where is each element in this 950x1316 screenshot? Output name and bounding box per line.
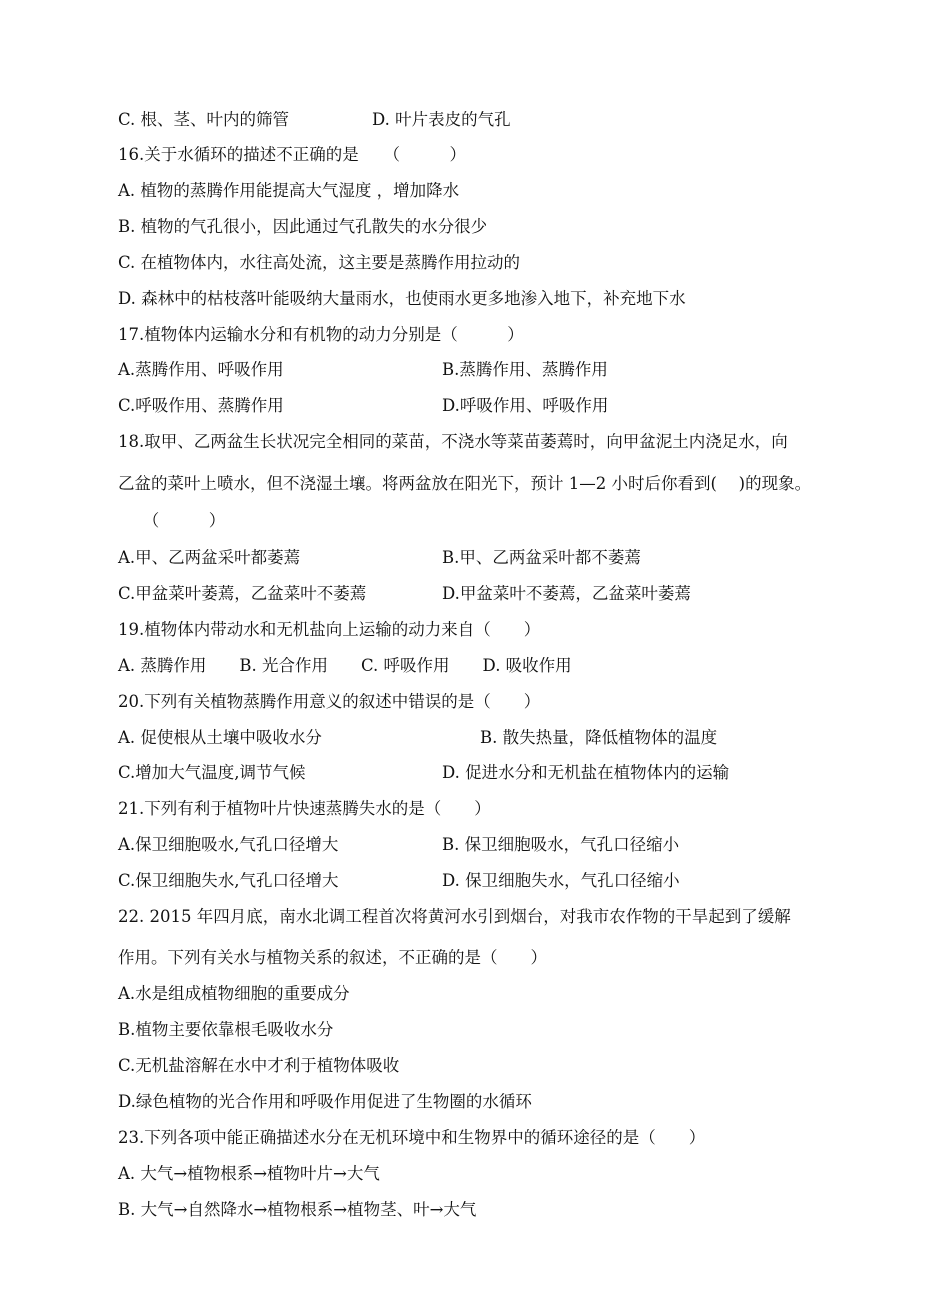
text-line-second-column: D. 促进水分和无机盐在植物体内的运输 bbox=[442, 763, 730, 782]
text-line-second-column: D.呼吸作用、呼吸作用 bbox=[442, 396, 609, 415]
text-line-main: C.甲盆菜叶萎蔫，乙盆菜叶不萎蔫 bbox=[118, 584, 367, 603]
text-line-main: A. 促使根从土壤中吸收水分 bbox=[118, 728, 322, 747]
text-line bbox=[118, 252, 520, 274]
text-line bbox=[118, 324, 524, 346]
text-line-main: C.增加大气温度,调节气候 bbox=[118, 763, 306, 782]
text-line-second-column: B. 散失热量，降低植物体的温度 bbox=[480, 728, 718, 747]
text-line-main: D. 森林中的枯枝落叶能吸纳大量雨水，也使雨水更多地渗入地下，补充地下水 bbox=[118, 289, 686, 308]
text-line-main: A.水是组成植物细胞的重要成分 bbox=[118, 984, 350, 1003]
text-line bbox=[118, 727, 718, 749]
text-line bbox=[118, 947, 547, 969]
text-line-main: B.植物主要依靠根毛吸收水分 bbox=[118, 1020, 334, 1039]
text-line-main: 乙盆的菜叶上喷水，但不浇湿土壤。将两盆放在阳光下，预计 1—2 小时后你看到( )的现象。 bbox=[118, 474, 812, 493]
text-line bbox=[118, 1091, 532, 1113]
text-line bbox=[118, 691, 540, 713]
text-line-main: 作用。下列有关水与植物关系的叙述，不正确的是（ ） bbox=[118, 948, 547, 967]
text-line bbox=[118, 395, 609, 417]
text-line bbox=[118, 798, 491, 820]
text-line-second-column: D.甲盆菜叶不萎蔫，乙盆菜叶萎蔫 bbox=[442, 584, 691, 603]
text-line-main: C.保卫细胞失水,气孔口径增大 bbox=[118, 871, 339, 890]
text-line bbox=[118, 583, 691, 605]
text-line-second-column: B. 保卫细胞吸水，气孔口径缩小 bbox=[442, 835, 680, 854]
text-line-main: D.绿色植物的光合作用和呼吸作用促进了生物圈的水循环 bbox=[118, 1092, 532, 1111]
text-line-main: A. 大气→植物根系→植物叶片→大气 bbox=[118, 1164, 380, 1183]
text-line-main: B. 大气→自然降水→植物根系→植物茎、叶→大气 bbox=[118, 1200, 477, 1219]
text-line-main: 21.下列有利于植物叶片快速蒸腾失水的是（ ） bbox=[118, 799, 491, 818]
text-line bbox=[118, 834, 680, 856]
text-line bbox=[118, 109, 511, 131]
text-line bbox=[118, 180, 459, 202]
text-line bbox=[118, 619, 540, 641]
text-line-second-column: D. 叶片表皮的气孔 bbox=[372, 110, 511, 129]
text-line-main: A.保卫细胞吸水,气孔口径增大 bbox=[118, 835, 339, 854]
text-line-main: 16.关于水循环的描述不正确的是 （ ） bbox=[118, 145, 466, 164]
text-line-main: 22. 2015 年四月底，南水北调工程首次将黄河水引到烟台，对我市农作物的干旱起到了缓解 bbox=[118, 907, 791, 926]
text-line-second-column: B.蒸腾作用、蒸腾作用 bbox=[442, 360, 608, 379]
text-line-main: A.蒸腾作用、呼吸作用 bbox=[118, 360, 284, 379]
text-line-main: A. 植物的蒸腾作用能提高大气湿度 ，增加降水 bbox=[118, 181, 460, 200]
text-line bbox=[118, 144, 466, 166]
text-line-main: C.无机盐溶解在水中才利于植物体吸收 bbox=[118, 1056, 400, 1075]
text-line-main: 19.植物体内带动水和无机盐向上运输的动力来自（ ） bbox=[118, 620, 541, 639]
text-line bbox=[118, 510, 225, 532]
text-line-main: 18.取甲、乙两盆生长状况完全相同的菜苗，不浇水等菜苗萎蔫时，向甲盆泥土内浇足水，向 bbox=[118, 432, 788, 451]
text-line-main: C. 在植物体内，水往高处流，这主要是蒸腾作用拉动的 bbox=[118, 253, 521, 272]
text-line bbox=[118, 906, 791, 928]
text-line bbox=[118, 1199, 476, 1221]
text-line bbox=[118, 762, 730, 784]
text-line-main: 23.下列各项中能正确描述水分在无机环境中和生物界中的循环途径的是（ ） bbox=[118, 1128, 706, 1147]
text-line-main: C.呼吸作用、蒸腾作用 bbox=[118, 396, 284, 415]
text-line-second-column: D. 保卫细胞失水，气孔口径缩小 bbox=[442, 871, 680, 890]
text-line-second-column: B.甲、乙两盆采叶都不萎蔫 bbox=[442, 548, 641, 567]
text-line bbox=[118, 288, 686, 310]
text-line-main: 20.下列有关植物蒸腾作用意义的叙述中错误的是（ ） bbox=[118, 692, 541, 711]
text-line bbox=[118, 216, 487, 238]
text-line bbox=[118, 1055, 399, 1077]
text-line bbox=[118, 1163, 380, 1185]
text-line bbox=[118, 547, 641, 569]
text-line bbox=[118, 1127, 705, 1149]
text-line-main: （ ） bbox=[118, 511, 226, 530]
text-line bbox=[118, 983, 350, 1005]
text-line-main: A.甲、乙两盆采叶都萎蔫 bbox=[118, 548, 301, 567]
text-line-main: A. 蒸腾作用 B. 光合作用 C. 呼吸作用 D. 吸收作用 bbox=[118, 656, 572, 675]
text-line-main: C. 根、茎、叶内的筛管 bbox=[118, 110, 290, 129]
text-line-main: 17.植物体内运输水分和有机物的动力分别是（ ） bbox=[118, 325, 524, 344]
text-line bbox=[118, 431, 788, 453]
text-line bbox=[118, 870, 680, 892]
text-line-main: B. 植物的气孔很小，因此通过气孔散失的水分很少 bbox=[118, 217, 488, 236]
text-line bbox=[118, 1019, 333, 1041]
text-line bbox=[118, 359, 608, 381]
text-line bbox=[118, 473, 811, 495]
text-line bbox=[118, 655, 572, 677]
